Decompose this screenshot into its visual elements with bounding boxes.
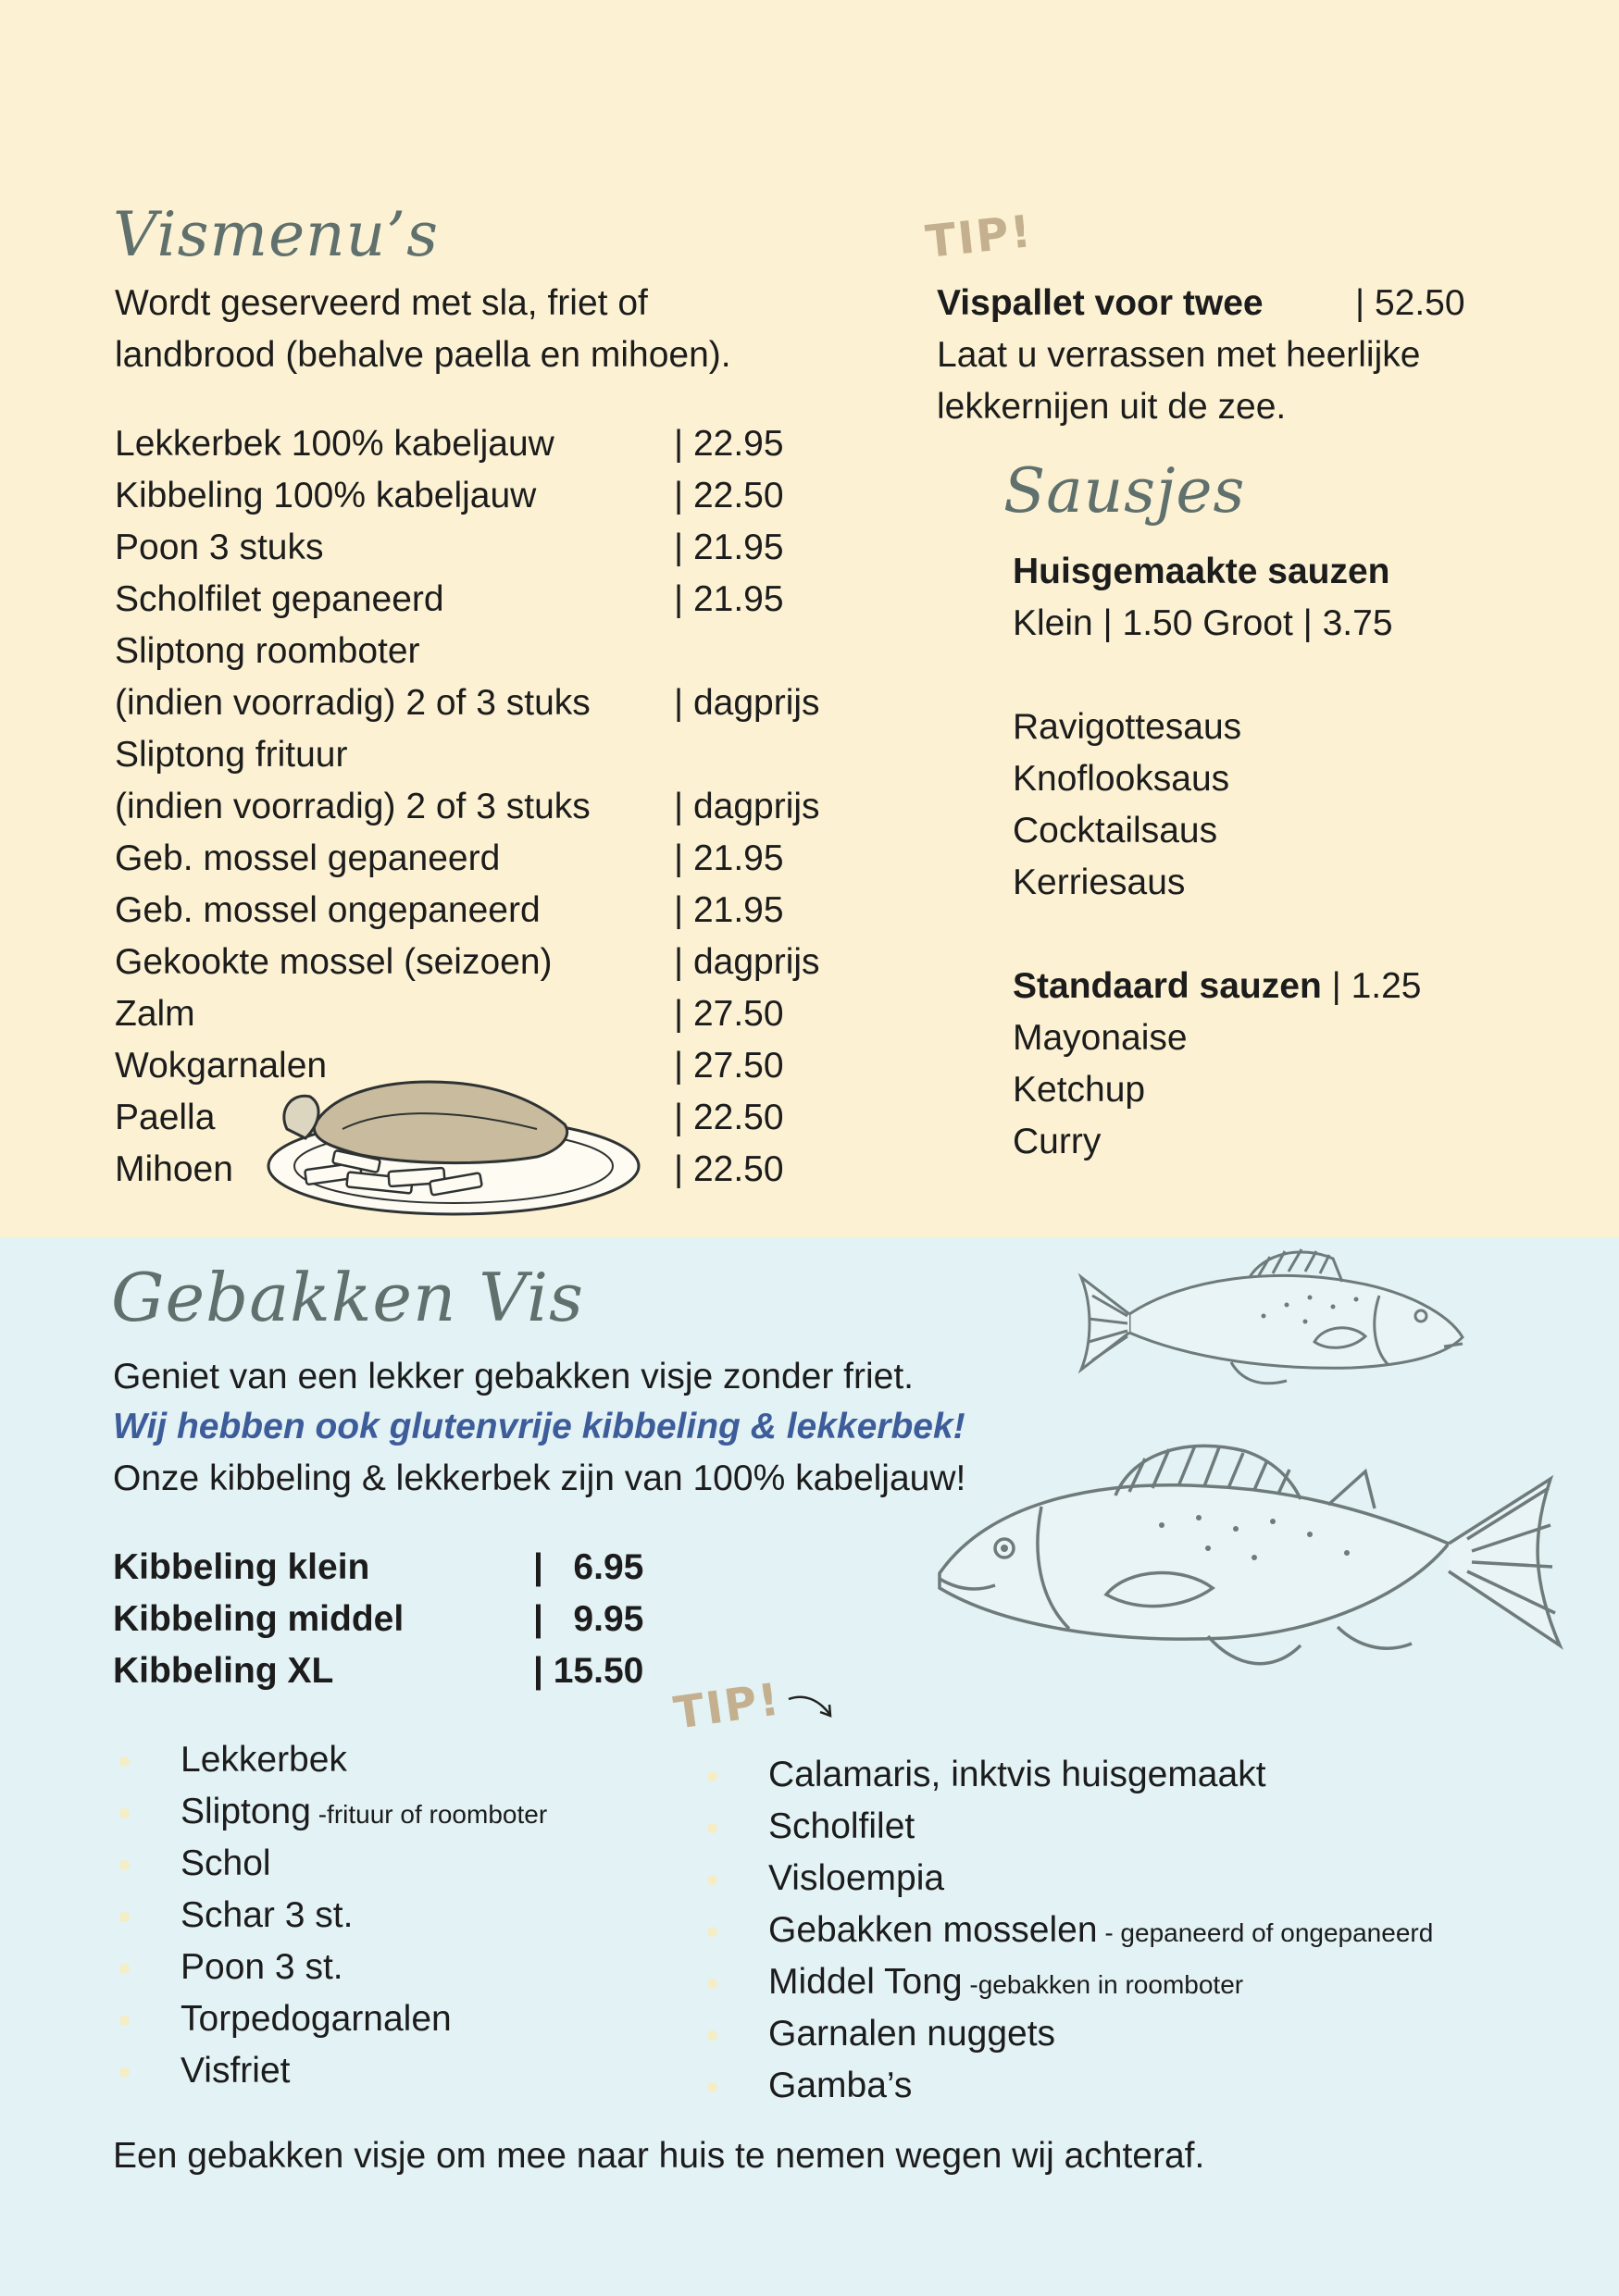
menu-item-name: (indien voorradig) 2 of 3 stuks [115,683,591,723]
bullet-icon [707,1927,717,1937]
bullet-icon [119,1756,130,1767]
list-item-name: Schar 3 st. [181,1895,354,1935]
menu-item-name: Paella [115,1098,216,1137]
menu-item-name: Zalm [115,994,195,1034]
menu-item-price: | dagprijs [674,683,820,723]
menu-item-price: | dagprijs [674,942,820,982]
menu-item-price: | 22.50 [674,1149,784,1189]
menu-item [115,885,784,937]
arrow-icon [785,1690,837,1723]
bullet-icon [119,2016,130,2026]
sauce-item: Kerriesaus [1013,863,1186,902]
list-item [181,1786,547,1841]
menu-item [115,574,784,626]
tip-label-bottom: TIP! [670,1673,785,1740]
menu-item [115,988,784,1040]
bullet-icon [119,1860,130,1870]
menu-item-price: | 22.50 [674,1098,784,1137]
vispallet-price: | 52.50 [1355,283,1465,323]
menu-item [115,781,820,833]
menu-item-name: Sliptong roomboter [115,631,420,671]
bullet-icon [119,1912,130,1922]
bullet-icon [119,1964,130,1974]
kibbeling-price: | 6.95 [533,1547,644,1587]
menu-item-name: (indien voorradig) 2 of 3 stuks [115,787,591,826]
list-item-note: -gebakken in roomboter [962,1970,1244,1999]
menu-item-price: | 27.50 [674,1046,784,1086]
sauce-item: Knoflooksaus [1013,759,1230,799]
menu-item [115,1144,784,1196]
menu-item-price: | 27.50 [674,994,784,1034]
list-item [768,1801,915,1855]
bullet-icon [707,1979,717,1989]
fish-small-icon [1074,1240,1472,1397]
list-item-note: -frituur of roomboter [310,1800,548,1829]
menu-item-price: | 21.95 [674,579,784,619]
menu-item-name: Scholfilet gepaneerd [115,579,444,619]
gebakken-footer: Een gebakken visje om mee naar huis te nemen wegen wij achteraf. [113,2136,1205,2176]
menu-item [115,937,820,988]
kibbeling-price: | 15.50 [533,1651,644,1691]
menu-item-name: Lekkerbek 100% kabeljauw [115,424,554,464]
menu-item-price: | 22.95 [674,424,784,464]
list-item-name: Visloempia [768,1858,945,1898]
vispallet-desc-line2: lekkernijen uit de zee. [937,387,1287,427]
menu-item [115,1092,784,1144]
menu-item-name: Geb. mossel ongepaneerd [115,890,541,930]
gebakken-line1: Geniet van een lekker gebakken visje zonder friet. [113,1357,914,1396]
menu-item-name: Sliptong frituur [115,735,348,775]
menu-item [115,626,420,677]
menu-item-price: | 21.95 [674,527,784,567]
bullet-icon [707,2030,717,2041]
list-item-name: Calamaris, inktvis huisgemaakt [768,1755,1266,1794]
bullet-icon [119,1808,130,1818]
menu-item [115,677,820,729]
menu-item [115,833,784,885]
menu-item-price: | dagprijs [674,787,820,826]
list-item [768,1749,1266,1804]
vismenus-title: Vismenu’s [113,199,439,270]
list-item-name: Poon 3 st. [181,1947,343,1987]
list-item-note: - gepaneerd of ongepaneerd [1097,1918,1434,1947]
kibbeling-name: Kibbeling XL [113,1651,334,1691]
menu-item-price: | 22.50 [674,476,784,515]
list-item-name: Torpedogarnalen [181,1999,452,2039]
menu-item-name: Gekookte mossel (seizoen) [115,942,553,982]
bullet-icon [707,1823,717,1833]
list-item [181,2045,291,2100]
menu-item-price: | 21.95 [674,838,784,878]
menu-item [115,418,784,470]
sauce-item: Cocktailsaus [1013,811,1218,850]
kibbeling-name: Kibbeling klein [113,1547,370,1587]
vispallet-name: Vispallet voor twee [937,283,1264,323]
standard-sauces-price: | 1.25 [1321,966,1422,1006]
menu-item-price: | 21.95 [674,890,784,930]
sauce-item: Ravigottesaus [1013,707,1242,747]
vismenus-intro-line1: Wordt geserveerd met sla, friet of [115,283,648,323]
vispallet-desc-line1: Laat u verrassen met heerlijke [937,335,1421,375]
list-item [181,1734,347,1789]
homemade-sauces-prices: Klein | 1.50 Groot | 3.75 [1013,603,1393,643]
list-item [181,1993,452,2048]
bullet-icon [119,2067,130,2078]
list-item [181,1838,271,1893]
kibbeling-price: | 9.95 [533,1599,644,1639]
list-item-name: Gamba’s [768,2066,913,2105]
bullet-icon [707,1875,717,1885]
homemade-sauces-title: Huisgemaakte sauzen [1013,552,1390,591]
list-item [768,2008,1055,2063]
menu-item-name: Mihoen [115,1149,233,1189]
gebakken-title: Gebakken Vis [111,1259,584,1336]
fish-large-icon [930,1433,1569,1682]
menu-item [115,470,784,522]
sauce-item: Ketchup [1013,1070,1146,1110]
list-item [181,1890,353,1944]
bullet-icon [707,1771,717,1781]
menu-item [115,522,784,574]
list-item-name: Schol [181,1843,271,1883]
list-item [768,2060,912,2115]
menu-item [115,729,347,781]
sausjes-title: Sausjes [1003,455,1246,527]
sauce-item: Curry [1013,1122,1102,1161]
menu-item-name: Poon 3 stuks [115,527,324,567]
menu-item-name: Kibbeling 100% kabeljauw [115,476,537,515]
list-item-name: Gebakken mosselen [768,1910,1098,1950]
list-item-name: Scholfilet [768,1806,915,1846]
kibbeling-name: Kibbeling middel [113,1599,405,1639]
list-item [768,1853,944,1907]
gebakken-line3: Onze kibbeling & lekkerbek zijn van 100% kabeljauw! [113,1458,966,1498]
list-item-name: Visfriet [181,2051,291,2091]
list-item-name: Middel Tong [768,1962,963,2002]
gebakken-glutenfree-note: Wij hebben ook glutenvrije kibbeling & lekkerbek! [113,1407,965,1446]
standard-sauces [1013,961,1422,1012]
list-item-name: Garnalen nuggets [768,2014,1056,2054]
fish-plate-icon [259,1074,648,1222]
sauce-item: Mayonaise [1013,1018,1188,1058]
list-item [768,1905,1433,1959]
menu-item-name: Wokgarnalen [115,1046,328,1086]
list-item-name: Sliptong [181,1792,311,1831]
vismenus-intro-line2: landbrood (behalve paella en mihoen). [115,335,731,375]
bullet-icon [707,2082,717,2092]
list-item [181,1942,343,1996]
tip-label-top: TIP! [923,205,1036,268]
list-item [768,1956,1243,2011]
menu-item-name: Geb. mossel gepaneerd [115,838,501,878]
list-item-name: Lekkerbek [181,1740,347,1780]
standard-sauces-title: Standaard sauzen [1013,966,1322,1006]
